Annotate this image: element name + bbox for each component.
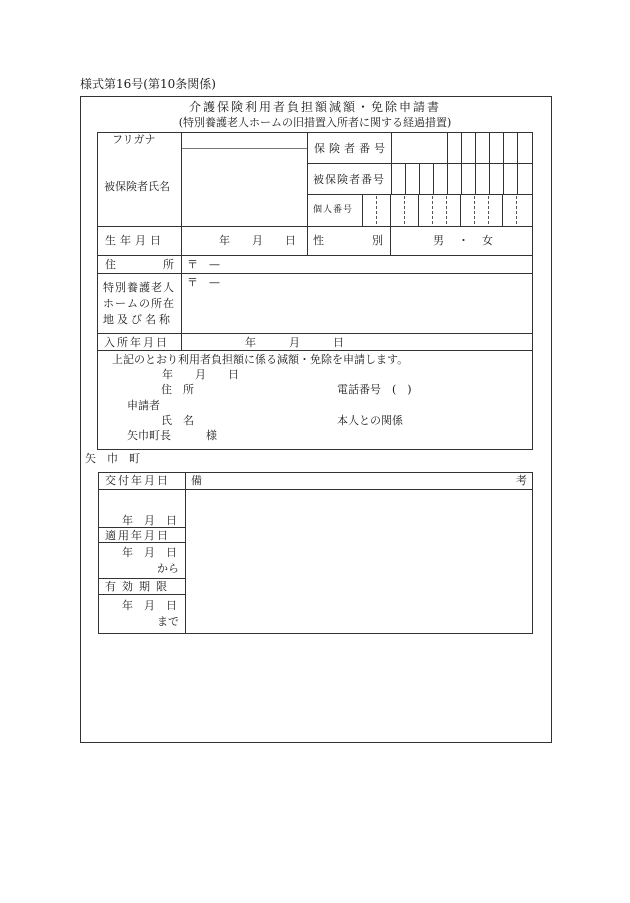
digit-box-divider (461, 132, 462, 163)
row-divider (307, 194, 532, 195)
digit-box-divider (376, 196, 377, 224)
digit-box-divider (390, 194, 391, 226)
row-divider (98, 578, 186, 579)
digit-box-divider (475, 163, 476, 194)
row-divider (97, 333, 532, 334)
digit-box-divider (503, 132, 504, 163)
digit-box-divider (405, 163, 406, 194)
insured-name-label: 被保険者氏名 (104, 180, 170, 193)
declaration-date: 年 月 日 (162, 368, 239, 381)
col-divider (181, 132, 182, 350)
row-divider (97, 255, 532, 256)
digit-box-divider (447, 163, 448, 194)
col-divider (390, 226, 391, 255)
applicant-address-label: 住 所 (161, 383, 194, 396)
digit-box-divider (461, 163, 462, 194)
digit-box-divider (503, 163, 504, 194)
digit-box-divider (474, 196, 475, 224)
phone-label: 電話番号 ( ) (337, 383, 412, 396)
form-number: 様式第16号(第10条関係) (80, 77, 216, 91)
digit-box-divider (502, 194, 503, 226)
from-label: から (157, 562, 179, 575)
row-divider (98, 489, 532, 490)
facility-postal: 〒 — (187, 276, 220, 289)
insurer-number-label: 保険者番号 (314, 142, 389, 155)
apply-date-label: 適用年月日 (105, 529, 170, 542)
address-postal: 〒 — (187, 258, 220, 271)
honorific: 様 (206, 429, 217, 442)
digit-box-divider (433, 163, 434, 194)
digit-box-divider (419, 163, 420, 194)
remarks-label-right: 考 (516, 474, 527, 487)
valid-date-fields: 年 月 日 (122, 599, 177, 612)
male-option[interactable]: 男 (433, 234, 444, 247)
digit-box-divider (517, 132, 518, 163)
declaration-statement: 上記のとおり利用者負担額に係る減額・免除を申請します。 (112, 353, 409, 366)
valid-period-label: 有効期限 (105, 580, 173, 593)
row-divider (97, 273, 532, 274)
digit-box-divider (432, 196, 433, 224)
row-divider (98, 542, 186, 543)
digit-box-divider (391, 132, 392, 163)
birthdate-label: 生年月日 (105, 234, 165, 247)
digit-box-divider (404, 196, 405, 224)
remarks-label-left: 備 (191, 474, 202, 487)
row-divider (98, 527, 186, 528)
digit-box-divider (447, 132, 448, 163)
birthdate-fields: 年 月 日 (219, 234, 296, 247)
until-label: まで (157, 615, 179, 628)
facility-label-3: 地及び名称 (103, 313, 173, 326)
form-subtitle: (特別養護老人ホームの旧措置入所者に関する経過措置) (178, 116, 452, 129)
admission-date-fields: 年 月 日 (245, 336, 344, 349)
sex-label-2: 別 (372, 234, 383, 247)
digit-box-divider (362, 194, 363, 226)
sex-separator: ・ (458, 234, 469, 247)
furigana-divider (181, 148, 307, 149)
sex-label: 性 (313, 234, 324, 247)
apply-date-fields: 年 月 日 (122, 546, 177, 559)
facility-label-2: ホームの所在 (103, 297, 175, 310)
row-divider (97, 350, 532, 351)
digit-box-divider (418, 194, 419, 226)
digit-box-divider (391, 163, 392, 194)
digit-box-divider (446, 196, 447, 224)
address-label: 住 (105, 258, 116, 271)
relation-label: 本人との関係 (337, 414, 403, 427)
addressee: 矢巾町長 (127, 429, 171, 442)
insured-number-label: 被保険者番号 (313, 173, 385, 186)
personal-number-label: 個人番号 (313, 205, 354, 215)
facility-label-1: 特別養護老人 (103, 281, 175, 294)
row-divider (97, 226, 532, 227)
col-divider (307, 132, 308, 255)
digit-box-divider (489, 163, 490, 194)
applicant-name-label: 氏 名 (161, 414, 194, 427)
digit-box-divider (517, 163, 518, 194)
issue-date-fields: 年 月 日 (122, 514, 177, 527)
col-divider (185, 472, 186, 633)
furigana-label: フリガナ (112, 133, 156, 146)
digit-box-divider (488, 196, 489, 224)
female-option[interactable]: 女 (482, 234, 493, 247)
town-label: 矢 巾 町 (85, 452, 140, 465)
digit-box-divider (475, 132, 476, 163)
admission-date-label: 入所年月日 (104, 336, 169, 349)
address-label-2: 所 (163, 258, 174, 271)
issue-date-label: 交付年月日 (105, 474, 170, 487)
digit-box-divider (489, 132, 490, 163)
applicant-label: 申請者 (127, 399, 160, 412)
row-divider (98, 594, 186, 595)
form-title: 介護保険利用者負担額減額・免除申請書 (188, 100, 441, 114)
digit-box-divider (460, 194, 461, 226)
digit-box-divider (516, 196, 517, 224)
